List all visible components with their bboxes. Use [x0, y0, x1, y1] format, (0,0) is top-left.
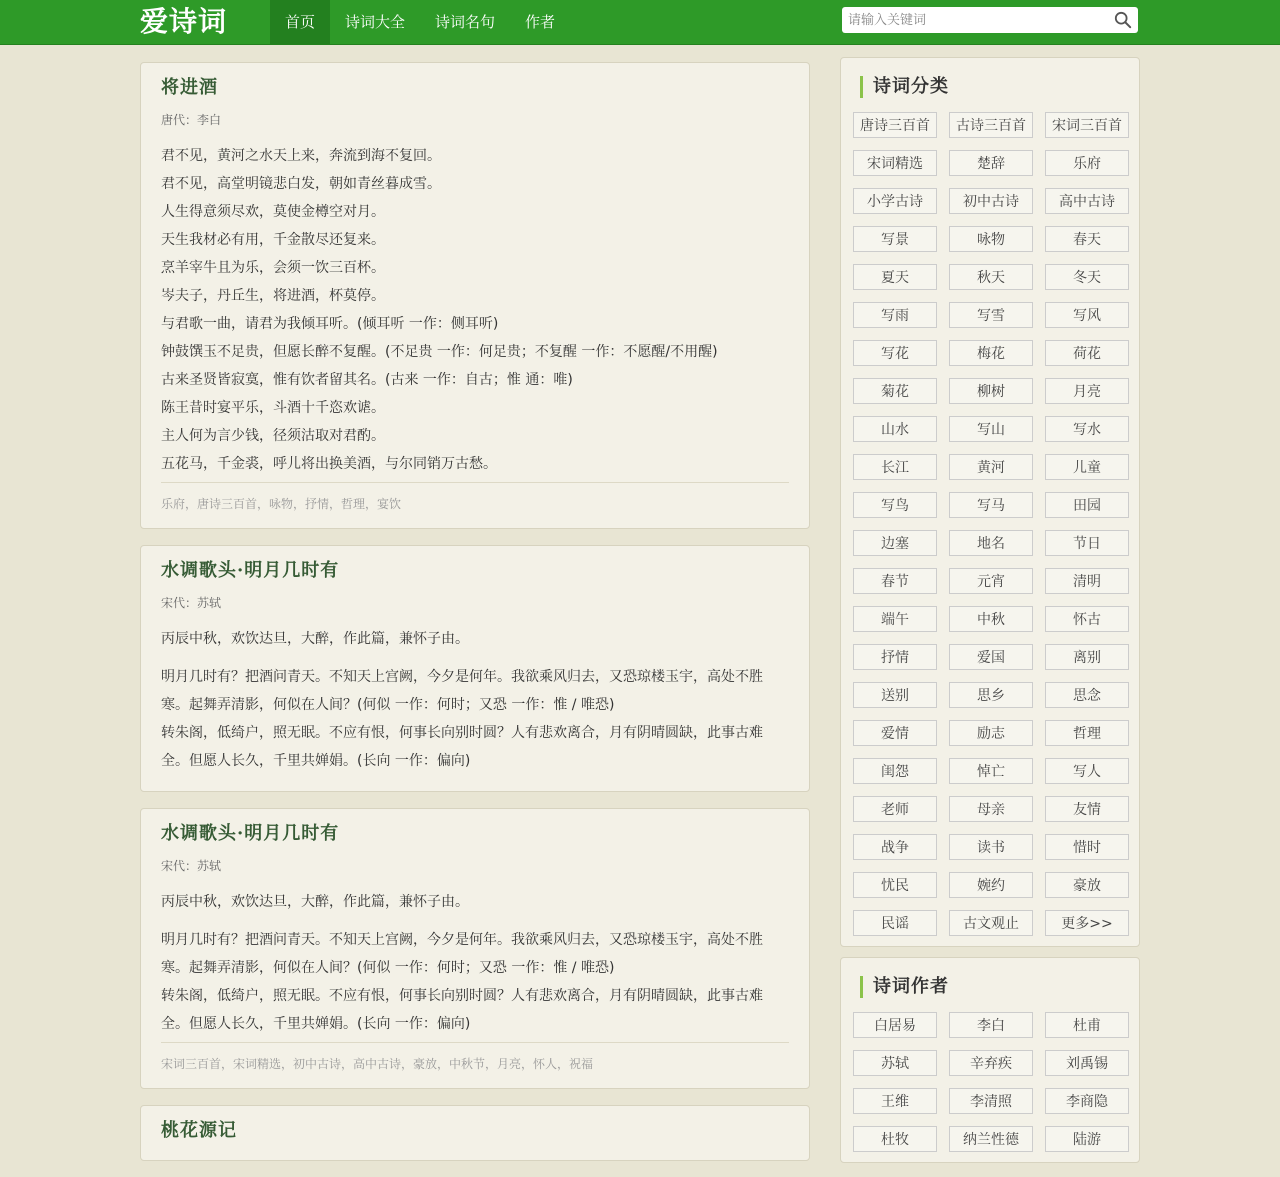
poem-tags[interactable]: 宋词三百首，宋词精选，初中古诗，高中古诗，豪放，中秋节，月亮，怀人，祝福	[161, 1042, 789, 1072]
category-link[interactable]: 清明	[1045, 568, 1129, 594]
category-link[interactable]: 唐诗三百首	[853, 112, 937, 138]
nav-item[interactable]: 作者	[525, 13, 556, 31]
category-link[interactable]: 荷花	[1045, 340, 1129, 366]
poem-line: 转朱阁，低绮户，照无眠。不应有恨，何事长向别时圆？人有悲欢离合，月有阴晴圆缺，此事古难	[161, 725, 763, 741]
category-link[interactable]: 写马	[949, 492, 1033, 518]
search-input[interactable]	[842, 7, 1114, 33]
poem-tags[interactable]: 乐府，唐诗三百首，咏物，抒情，哲理，宴饮	[161, 482, 789, 512]
poem-line: 古来圣贤皆寂寞，惟有饮者留其名。(古来 一作：自古；惟 通：唯)	[161, 372, 573, 388]
category-link[interactable]: 离别	[1045, 644, 1129, 670]
category-link[interactable]: 秋天	[949, 264, 1033, 290]
poem-line: 寒。起舞弄清影，何似在人间？(何似 一作：何时；又恐 一作：惟 / 唯恐)	[161, 697, 615, 713]
category-link[interactable]: 惜时	[1045, 834, 1129, 860]
category-link[interactable]: 写水	[1045, 416, 1129, 442]
category-link[interactable]: 送别	[853, 682, 937, 708]
poem-line: 岑夫子，丹丘生，将进酒，杯莫停。	[161, 288, 385, 304]
poem-line: 全。但愿人长久，千里共婵娟。(长向 一作：偏向)	[161, 1016, 471, 1032]
poem-line: 明月几时有？把酒问青天。不知天上宫阙，今夕是何年。我欲乘风归去，又恐琼楼玉宇，高处不胜	[161, 669, 763, 685]
category-link[interactable]: 黄河	[949, 454, 1033, 480]
category-link[interactable]: 爱国	[949, 644, 1033, 670]
category-link[interactable]: 闺怨	[853, 758, 937, 784]
category-link[interactable]: 写景	[853, 226, 937, 252]
poem-body	[161, 888, 789, 1038]
author-link[interactable]: 刘禹锡	[1045, 1050, 1129, 1076]
category-link[interactable]: 写人	[1045, 758, 1129, 784]
category-link[interactable]: 古文观止	[949, 910, 1033, 936]
category-link[interactable]: 中秋	[949, 606, 1033, 632]
poem-title[interactable]: 桃花源记	[161, 1120, 237, 1141]
category-link[interactable]: 更多>>	[1045, 910, 1129, 936]
category-link[interactable]: 思念	[1045, 682, 1129, 708]
poem-line: 五花马，千金裘，呼儿将出换美酒，与尔同销万古愁。	[161, 456, 497, 472]
category-link[interactable]: 写雪	[949, 302, 1033, 328]
category-link[interactable]: 写鸟	[853, 492, 937, 518]
category-link[interactable]: 抒情	[853, 644, 937, 670]
nav-item[interactable]: 首页	[270, 0, 330, 44]
poem-author[interactable]: 宋代：苏轼	[161, 596, 222, 610]
poem-line: 君不见，黄河之水天上来，奔流到海不复回。	[161, 148, 441, 164]
author-link[interactable]: 李清照	[949, 1088, 1033, 1114]
category-link[interactable]: 乐府	[1045, 150, 1129, 176]
poem-title[interactable]: 将进酒	[161, 77, 218, 98]
category-link[interactable]: 咏物	[949, 226, 1033, 252]
category-panel-title: 诗词分类	[860, 76, 1129, 98]
poem-author[interactable]: 宋代：苏轼	[161, 859, 222, 873]
category-link[interactable]: 写山	[949, 416, 1033, 442]
author-link[interactable]: 李商隐	[1045, 1088, 1129, 1114]
category-link[interactable]: 怀古	[1045, 606, 1129, 632]
nav-item[interactable]: 诗词名句	[435, 13, 496, 31]
poem-card	[140, 62, 810, 529]
author-grid	[853, 1012, 1129, 1152]
author-link[interactable]: 杜甫	[1045, 1012, 1129, 1038]
category-link[interactable]: 儿童	[1045, 454, 1129, 480]
nav-item[interactable]: 诗词大全	[345, 13, 406, 31]
poem-line: 丙辰中秋，欢饮达旦，大醉，作此篇，兼怀子由。	[161, 894, 469, 910]
poem-body	[161, 625, 789, 775]
author-link[interactable]: 白居易	[853, 1012, 937, 1038]
category-link[interactable]: 高中古诗	[1045, 188, 1129, 214]
poem-title[interactable]: 水调歌头·明月几时有	[161, 560, 340, 581]
poem-line: 陈王昔时宴平乐，斗酒十千恣欢谑。	[161, 400, 385, 416]
category-link[interactable]: 宋词精选	[853, 150, 937, 176]
category-link[interactable]: 忧民	[853, 872, 937, 898]
navbar-inner	[140, 0, 1140, 44]
category-link[interactable]: 田园	[1045, 492, 1129, 518]
poem-line: 钟鼓馔玉不足贵，但愿长醉不复醒。(不足贵 一作：何足贵；不复醒 一作：不愿醒/不用醒)	[161, 344, 718, 360]
category-link[interactable]: 豪放	[1045, 872, 1129, 898]
author-panel	[840, 957, 1140, 1163]
top-navbar	[0, 0, 1280, 45]
category-link[interactable]: 梅花	[949, 340, 1033, 366]
category-link[interactable]: 民谣	[853, 910, 937, 936]
author-link[interactable]: 李白	[949, 1012, 1033, 1038]
poem-line: 与君歌一曲，请君为我倾耳听。(倾耳听 一作：侧耳听)	[161, 316, 499, 332]
poem-card	[140, 808, 810, 1089]
poem-line: 寒。起舞弄清影，何似在人间？(何似 一作：何时；又恐 一作：惟 / 唯恐)	[161, 960, 615, 976]
search-box	[842, 7, 1138, 33]
category-link[interactable]: 柳树	[949, 378, 1033, 404]
poem-author[interactable]: 唐代：李白	[161, 113, 222, 127]
poem-line: 全。但愿人长久，千里共婵娟。(长向 一作：偏向)	[161, 753, 471, 769]
search-icon[interactable]	[1114, 11, 1132, 29]
site-logo[interactable]: 爱诗词	[140, 5, 228, 38]
category-link[interactable]: 写雨	[853, 302, 937, 328]
category-link[interactable]: 思乡	[949, 682, 1033, 708]
category-link[interactable]: 地名	[949, 530, 1033, 556]
category-link[interactable]: 冬天	[1045, 264, 1129, 290]
category-link[interactable]: 古诗三百首	[949, 112, 1033, 138]
poem-body	[161, 142, 789, 478]
category-link[interactable]: 战争	[853, 834, 937, 860]
author-link[interactable]: 辛弃疾	[949, 1050, 1033, 1076]
poem-line: 天生我材必有用，千金散尽还复来。	[161, 232, 385, 248]
category-grid	[853, 112, 1129, 936]
category-link[interactable]: 小学古诗	[853, 188, 937, 214]
category-link[interactable]: 爱情	[853, 720, 937, 746]
poem-line: 君不见，高堂明镜悲白发，朝如青丝暮成雪。	[161, 176, 441, 192]
category-link[interactable]: 宋词三百首	[1045, 112, 1129, 138]
poem-line: 明月几时有？把酒问青天。不知天上宫阙，今夕是何年。我欲乘风归去，又恐琼楼玉宇，高处不胜	[161, 932, 763, 948]
author-link[interactable]: 苏轼	[853, 1050, 937, 1076]
category-link[interactable]: 端午	[853, 606, 937, 632]
author-link[interactable]: 王维	[853, 1088, 937, 1114]
category-link[interactable]: 初中古诗	[949, 188, 1033, 214]
main-nav	[270, 0, 570, 44]
poem-card	[140, 545, 810, 792]
category-link[interactable]: 楚辞	[949, 150, 1033, 176]
category-link[interactable]: 励志	[949, 720, 1033, 746]
poem-title[interactable]: 水调歌头·明月几时有	[161, 823, 340, 844]
category-link[interactable]: 母亲	[949, 796, 1033, 822]
category-link[interactable]: 悼亡	[949, 758, 1033, 784]
category-link[interactable]: 边塞	[853, 530, 937, 556]
category-link[interactable]: 春节	[853, 568, 937, 594]
category-link[interactable]: 哲理	[1045, 720, 1129, 746]
category-link[interactable]: 夏天	[853, 264, 937, 290]
category-link[interactable]: 友情	[1045, 796, 1129, 822]
category-link[interactable]: 婉约	[949, 872, 1033, 898]
category-link[interactable]: 节日	[1045, 530, 1129, 556]
author-link[interactable]: 陆游	[1045, 1126, 1129, 1152]
sidebar	[840, 57, 1140, 1173]
category-panel	[840, 57, 1140, 947]
author-panel-title: 诗词作者	[860, 976, 1129, 998]
author-link[interactable]: 纳兰性德	[949, 1126, 1033, 1152]
category-link[interactable]: 春天	[1045, 226, 1129, 252]
poem-card	[140, 1105, 810, 1161]
poem-list	[140, 62, 810, 1177]
category-link[interactable]: 写花	[853, 340, 937, 366]
category-link[interactable]: 山水	[853, 416, 937, 442]
poem-line: 转朱阁，低绮户，照无眠。不应有恨，何事长向别时圆？人有悲欢离合，月有阴晴圆缺，此事古难	[161, 988, 763, 1004]
category-link[interactable]: 老师	[853, 796, 937, 822]
poem-line: 丙辰中秋，欢饮达旦，大醉，作此篇，兼怀子由。	[161, 631, 469, 647]
poem-line: 主人何为言少钱，径须沽取对君酌。	[161, 428, 385, 444]
category-link[interactable]: 长江	[853, 454, 937, 480]
author-link[interactable]: 杜牧	[853, 1126, 937, 1152]
category-link[interactable]: 元宵	[949, 568, 1033, 594]
category-link[interactable]: 写风	[1045, 302, 1129, 328]
poem-line: 人生得意须尽欢，莫使金樽空对月。	[161, 204, 385, 220]
poem-line: 烹羊宰牛且为乐，会须一饮三百杯。	[161, 260, 385, 276]
category-link[interactable]: 月亮	[1045, 378, 1129, 404]
category-link[interactable]: 菊花	[853, 378, 937, 404]
category-link[interactable]: 读书	[949, 834, 1033, 860]
